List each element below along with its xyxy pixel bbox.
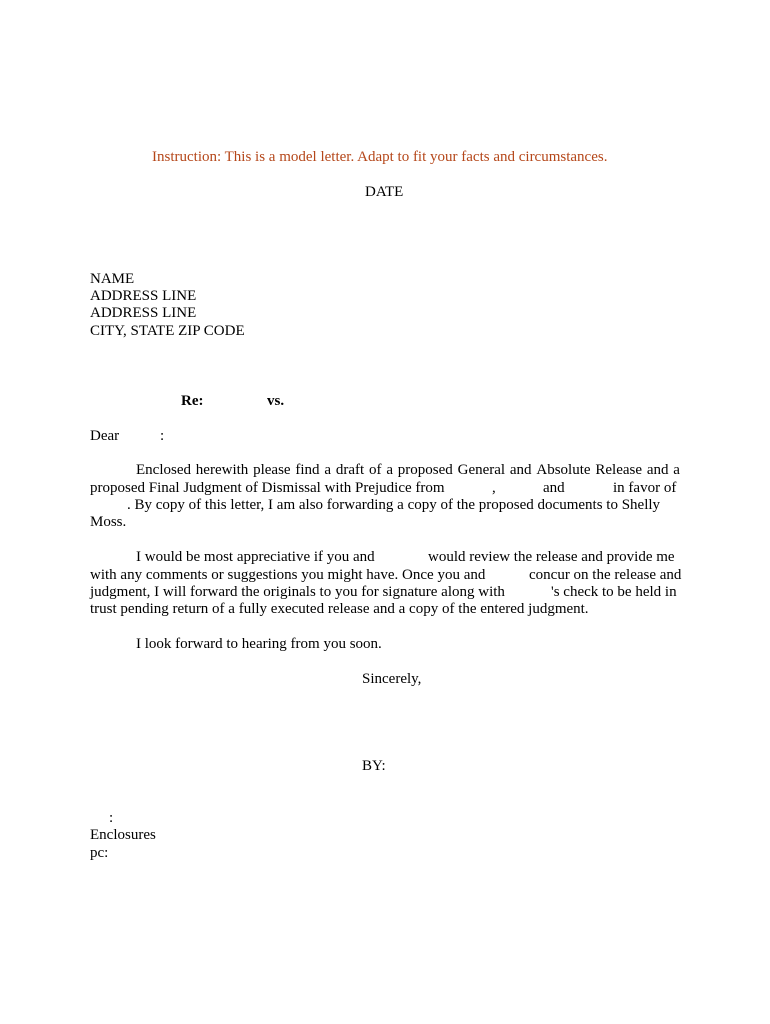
city-state-zip: CITY, STATE ZIP CODE bbox=[90, 323, 245, 339]
word: Release bbox=[595, 462, 642, 478]
word: draft bbox=[335, 462, 365, 478]
initials-colon: : bbox=[109, 810, 114, 826]
paragraph-1-line-4: Moss. bbox=[90, 514, 127, 530]
word: and bbox=[509, 462, 532, 478]
paragraph-1-line-3: . By copy of this letter, I am also forwarding a copy of the proposed documents to Shelly bbox=[127, 497, 661, 513]
address-line-1: ADDRESS LINE bbox=[90, 288, 197, 304]
word: a bbox=[673, 462, 680, 478]
re-label: Re: bbox=[181, 393, 204, 409]
address-line-2: ADDRESS LINE bbox=[90, 305, 197, 321]
sincerely: Sincerely, bbox=[362, 671, 422, 687]
salutation-colon: : bbox=[160, 428, 165, 444]
paragraph-1-line-2-favor: in favor of bbox=[613, 480, 677, 496]
enclosures: Enclosures bbox=[90, 827, 156, 843]
word: herewith bbox=[195, 462, 249, 478]
word: a bbox=[324, 462, 332, 478]
paragraph-1-line-2a: proposed Final Judgment of Dismissal with Prejudice from bbox=[90, 480, 445, 496]
paragraph-2-line-3a: judgment, I will forward the originals to you for signature along with bbox=[90, 584, 505, 600]
word: Absolute bbox=[536, 462, 591, 478]
re-vs: vs. bbox=[267, 393, 285, 409]
word: and bbox=[646, 462, 669, 478]
word: Enclosed bbox=[136, 462, 191, 478]
recipient-name: NAME bbox=[90, 271, 135, 287]
word: please bbox=[253, 462, 291, 478]
pc-notation: pc: bbox=[90, 845, 109, 861]
word: General bbox=[457, 462, 506, 478]
paragraph-2-line-2a: with any comments or suggestions you might have. Once you and bbox=[90, 567, 486, 583]
paragraph-2-line-3b: 's check to be held in bbox=[551, 584, 677, 600]
signature-by: BY: bbox=[362, 758, 386, 774]
word: a bbox=[386, 462, 393, 478]
closing-line: I look forward to hearing from you soon. bbox=[136, 636, 382, 652]
word: find bbox=[295, 462, 320, 478]
paragraph-2-line-1a: I would be most appreciative if you and bbox=[136, 549, 375, 565]
paragraph-2-line-4: trust pending return of a fully executed release and a copy of the entered judgment. bbox=[90, 601, 589, 617]
word: of bbox=[369, 462, 382, 478]
word: proposed bbox=[397, 462, 453, 478]
paragraph-2-line-2b: concur on the release and bbox=[529, 567, 682, 583]
salutation: Dear bbox=[90, 428, 120, 444]
paragraph-1-line-1 bbox=[136, 462, 680, 479]
paragraph-1-line-2-comma: , bbox=[492, 480, 496, 496]
paragraph-1-line-2-and: and bbox=[543, 480, 565, 496]
paragraph-2-line-1b: would review the release and provide me bbox=[428, 549, 675, 565]
instruction-note: Instruction: This is a model letter. Adapt to fit your facts and circumstances. bbox=[152, 149, 608, 165]
letter-date: DATE bbox=[365, 184, 404, 200]
